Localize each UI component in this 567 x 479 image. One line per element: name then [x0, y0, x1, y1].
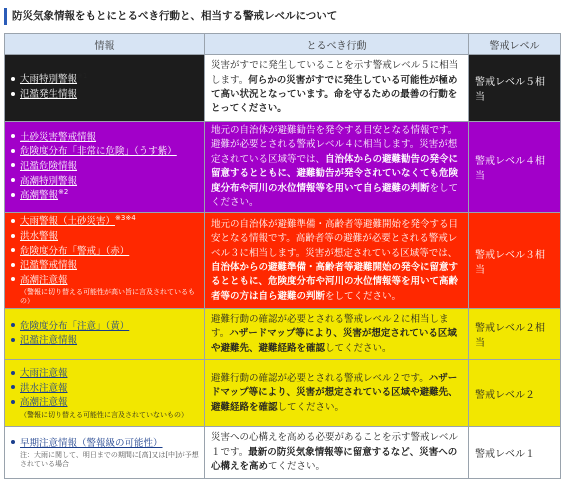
- list-item: [11, 259, 200, 274]
- action-text: 地元の自治体が避難準備・高齢者等避難開始を発令する目安となる情報です。高齢者等の避難が必要とされる警戒レベル３に相当します。災害が想定されている区域等では、: [211, 218, 459, 259]
- action-text: 災害がすでに発生していることを示す警戒レベル５に相当します。: [211, 60, 459, 86]
- table-row-level2-equivalent: [5, 309, 561, 360]
- level-cell: 警戒レベル１: [469, 427, 561, 479]
- bullet-icon: [11, 263, 15, 267]
- list-item: [11, 131, 200, 146]
- level-cell: 警戒レベル３相当: [469, 213, 561, 309]
- link-risk-map-attention-yellow[interactable]: 危険度分布「注意」（黄）: [20, 320, 130, 332]
- info-cell: [5, 309, 205, 360]
- list-item: [11, 88, 200, 103]
- list-item: [11, 396, 200, 411]
- link-flood-caution-info[interactable]: 氾濫警戒情報: [20, 260, 78, 272]
- link-storm-surge-advisory-2[interactable]: 高潮注意報: [20, 397, 68, 409]
- info-cell: [5, 360, 205, 427]
- bullet-icon: [11, 385, 15, 389]
- bullet-icon: [11, 219, 15, 223]
- link-flood-advisory[interactable]: 洪水注意報: [20, 382, 68, 394]
- link-storm-surge-warning[interactable]: 高潮警報: [20, 190, 59, 202]
- action-text-bold: ハザードマップ等により、災害が想定されている区域や避難先、避難経路を確認: [211, 372, 458, 413]
- link-flood-danger-info[interactable]: 氾濫危険情報: [20, 160, 78, 172]
- header-info: 情報: [5, 34, 205, 55]
- action-cell: [205, 309, 469, 360]
- table-row-level3: [5, 213, 561, 309]
- bullet-icon: [11, 277, 15, 281]
- action-cell: [205, 55, 469, 122]
- list-item: [11, 367, 200, 382]
- level-cell: 警戒レベル４相当: [469, 122, 561, 213]
- list-item: [11, 189, 200, 204]
- action-text-bold: 最新の防災気象情報等に留意するなど、災害への心構えを高め: [211, 446, 458, 473]
- list-item: [11, 145, 200, 160]
- action-cell: [205, 427, 469, 479]
- action-text-bold: 自治体からの避難勧告の発令に留意するとともに、避難勧告が発令されていなくても危険度分布や河川の水位情報等を用いて自ら避難の判断: [211, 153, 459, 194]
- warning-level-table: [4, 33, 561, 479]
- list-item: [11, 215, 200, 230]
- action-text-bold: 自治体からの避難準備・高齢者等避難開始の発令に留意するとともに、危険度分布や河川の水位情報等を用いて高齢者等の方は自ら避難の判断: [211, 261, 459, 302]
- link-early-attention-info[interactable]: 早期注意情報（警報級の可能性）: [20, 437, 163, 449]
- action-text-bold: ハザードマップ等により、災害が想定されている区域や避難先、避難経路を確認: [211, 328, 457, 354]
- table-row-level4: [5, 122, 561, 213]
- footnote-mark: ※3※4: [115, 215, 136, 223]
- info-cell: [5, 213, 205, 309]
- link-flood-occurrence-info[interactable]: 氾濫発生情報: [20, 89, 78, 100]
- list-item: [11, 230, 200, 245]
- bullet-icon: [11, 163, 15, 167]
- header-level: 警戒レベル: [469, 34, 561, 55]
- action-text: 災害への心構えを高める必要があることを示す警戒レベル１です。: [211, 432, 459, 458]
- header-action: とるべき行動: [205, 34, 469, 55]
- action-text: てください。: [268, 461, 326, 473]
- level-cell: 警戒レベル２相当: [469, 309, 561, 360]
- list-item: [11, 320, 200, 335]
- list-item: [11, 160, 200, 175]
- table-row-level2: [5, 360, 561, 427]
- bullet-icon: [11, 440, 15, 444]
- list-item: [11, 245, 200, 260]
- action-text: 避難行動の確認が必要とされる警戒レベル２に相当します。: [211, 313, 449, 340]
- link-heavy-rain-warning-landslide[interactable]: 大雨警報（土砂災害）: [20, 216, 116, 228]
- bullet-icon: [11, 193, 15, 197]
- bullet-icon: [11, 323, 15, 327]
- bullet-icon: [11, 248, 15, 252]
- list-item: [11, 73, 200, 88]
- link-landslide-warning-info[interactable]: 土砂災害警戒情報: [20, 131, 97, 143]
- footnote-mark: ※1: [77, 73, 88, 81]
- link-risk-map-caution-red[interactable]: 危険度分布「警戒」（赤）: [20, 245, 130, 257]
- link-risk-map-very-dangerous[interactable]: 危険度分布「非常に危険」（うす紫）: [20, 146, 177, 158]
- bullet-icon: [11, 77, 15, 81]
- list-item: [11, 175, 200, 190]
- list-item: [11, 274, 200, 289]
- bullet-icon: [11, 92, 15, 96]
- action-text: をしてください。: [211, 182, 459, 209]
- link-storm-surge-advisory[interactable]: 高潮注意報: [20, 274, 68, 286]
- action-text-bold: 何らかの災害がすでに発生している可能性が極めて高い状況となっています。命を守るための最善の行動をとってください。: [211, 74, 458, 115]
- level-cell: 警戒レベル５相当: [469, 55, 561, 122]
- bullet-icon: [11, 400, 15, 404]
- action-cell: [205, 360, 469, 427]
- page-title: 防災気象情報をもとにとるべき行動と、相当する警戒レベルについて: [4, 8, 337, 25]
- info-cell: [5, 55, 205, 122]
- action-text: してください。: [277, 401, 345, 413]
- action-cell: [205, 213, 469, 309]
- list-item: [11, 334, 200, 349]
- footnote-mark: ※2: [58, 189, 69, 196]
- list-item: [11, 382, 200, 397]
- bullet-icon: [11, 178, 15, 182]
- link-heavy-rain-special-warning[interactable]: 大雨特別警報: [20, 74, 78, 86]
- link-heavy-rain-advisory[interactable]: 大雨注意報: [20, 368, 68, 380]
- bullet-icon: [11, 371, 15, 375]
- list-item: [11, 437, 200, 452]
- bullet-icon: [11, 234, 15, 238]
- action-text: 避難行動の確認が必要とされる警戒レベル２です。: [211, 372, 429, 384]
- action-text: してください。: [325, 342, 392, 354]
- table-row-level1: [5, 427, 561, 479]
- early-info-note: 注：大雨に関して、明日までの期間に[高]又は[中]が予想されている場合: [20, 451, 199, 469]
- action-text: 地元の自治体が避難勧告を発令する目安となる情報です。避難が必要とされる警戒レベル４に相当します。災害が想定されている区域等では、: [211, 125, 458, 165]
- info-cell: [5, 122, 205, 213]
- advisory-note: （警報に切り替える可能性が高い旨に言及されているもの）: [20, 288, 195, 306]
- bullet-icon: [11, 149, 15, 153]
- link-flood-warning[interactable]: 洪水警報: [20, 231, 59, 243]
- bullet-icon: [11, 134, 15, 138]
- advisory-note: （警報に切り替える可能性に言及されていないもの）: [20, 410, 188, 419]
- bullet-icon: [11, 338, 15, 342]
- table-row-level5: [5, 55, 561, 122]
- table-header-row: [5, 34, 561, 55]
- level-cell: 警戒レベル２: [469, 360, 561, 427]
- link-storm-surge-special-warning[interactable]: 高潮特別警報: [20, 175, 78, 187]
- info-cell: [5, 427, 205, 479]
- link-flood-attention-info[interactable]: 氾濫注意情報: [20, 335, 78, 347]
- action-text: をしてください。: [325, 290, 402, 302]
- action-cell: [205, 122, 469, 213]
